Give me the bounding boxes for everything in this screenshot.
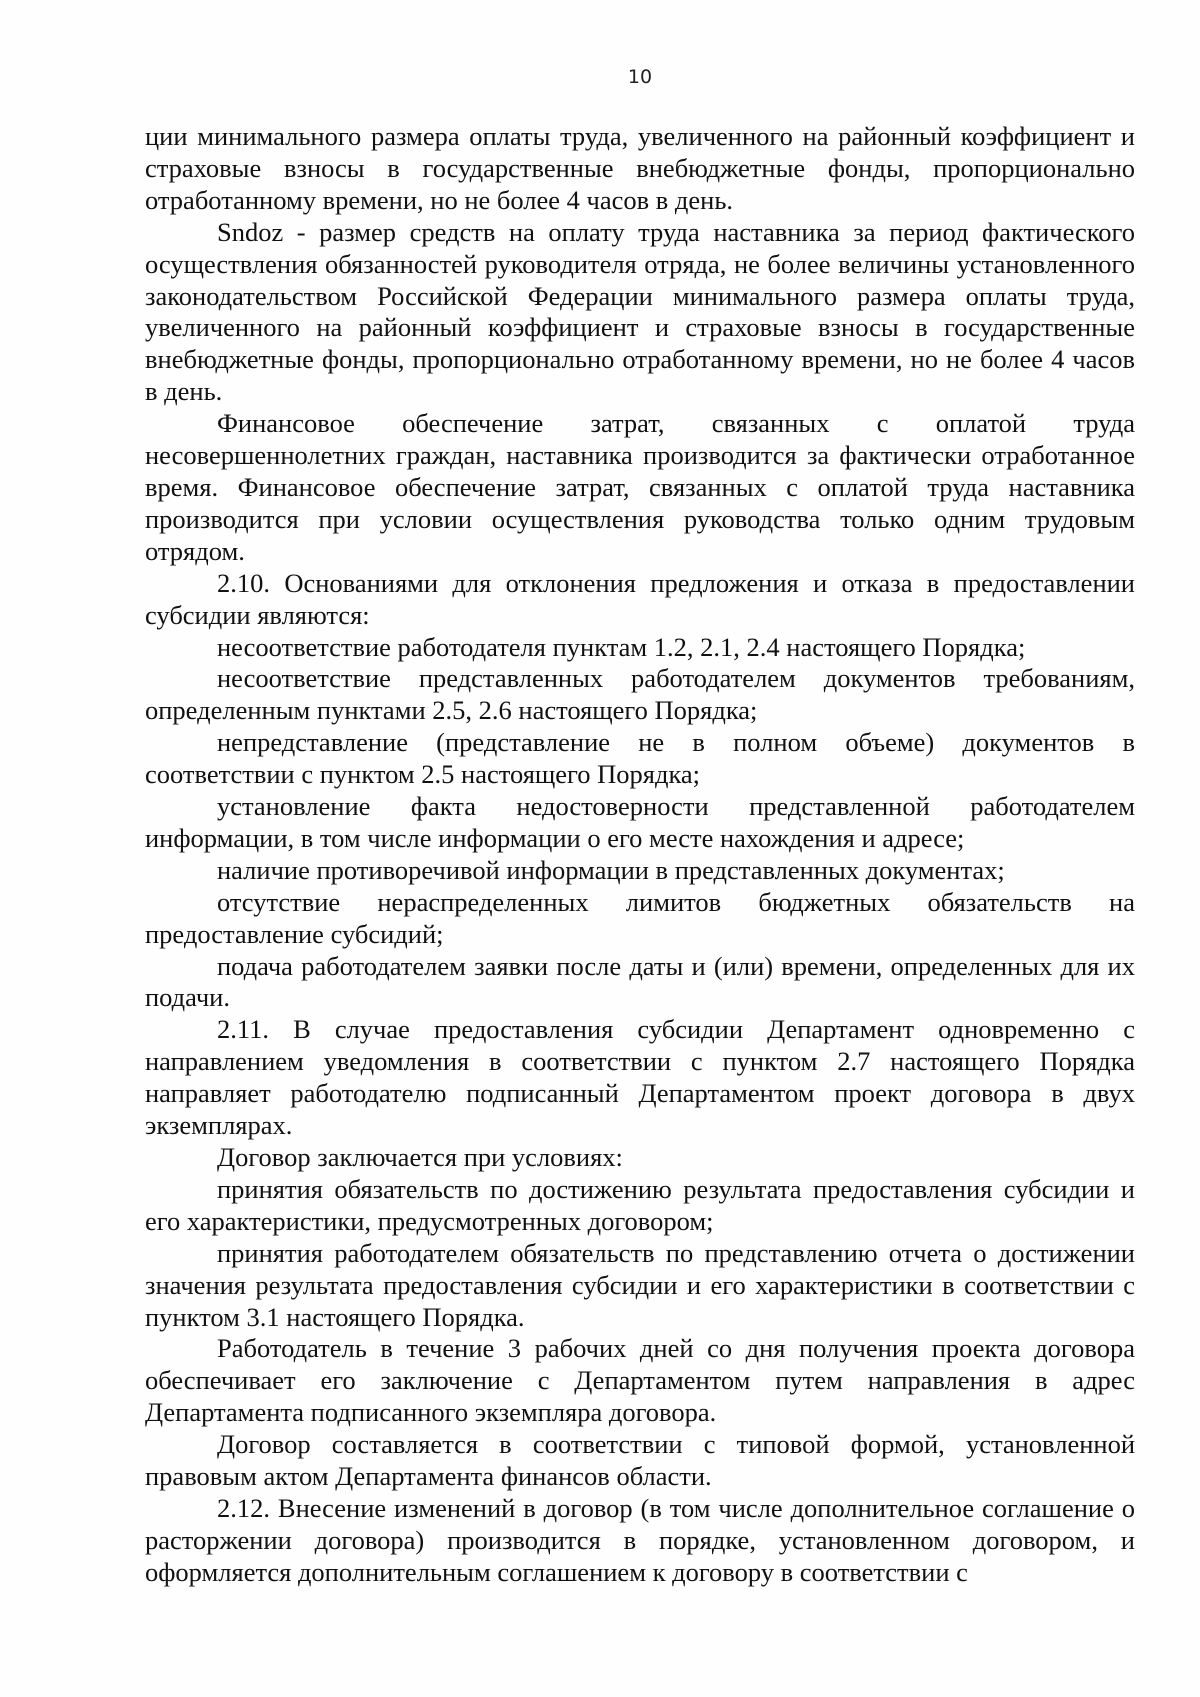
paragraph-sndoz: Sndoz - размер средств на оплату труда наставника за период фактического осуществления обязанностей руководителя отряда, не более величины установленного законодательством Российской Федерации минимального размера оплаты труда, увеличенного на районный коэффициент и страховые взносы в государственные внебюджетные фонды, пропорционально отработанному времени, но не более 4 часов в день. [145, 216, 1135, 407]
paragraph-2-11: 2.11. В случае предоставления субсидии Департамент одновременно с направлением уведомления в соответствии с пунктом 2.7 настоящего Порядка направляет работодателю подписанный Департаментом проект договора в двух экземплярах. [145, 1014, 1135, 1141]
list-item: непредставление (представление не в полном объеме) документов в соответствии с пунктом 2.5 настоящего Порядка; [145, 727, 1135, 790]
list-item: наличие противоречивой информации в представленных документах; [217, 854, 1005, 885]
list-item: несоответствие работодателя пунктам 1.2, 2.1, 2.4 настоящего Порядка; [217, 631, 1026, 662]
list-item: несоответствие представленных работодателем документов требованиям, определенным пунктами 2.5, 2.6 настоящего Порядка; [145, 663, 1135, 726]
paragraph-financing: Финансовое обеспечение затрат, связанных с оплатой труда несовершеннолетних граждан, наставника производится за фактически отработанное время. Финансовое обеспечение затрат, связанных с оплатой труда наставника производится при условии осуществления руководства только одним трудовым отрядом. [145, 408, 1135, 566]
list-item: установление факта недостоверности представленной работодателем информации, в том числе информации о его месте нахождения и адресе; [145, 791, 1135, 853]
paragraph-continuation: ции минимального размера оплаты труда, увеличенного на районный коэффициент и страховые взносы в государственные внебюджетные фонды, пропорционально отработанному времени, но не более 4 часов в день. [145, 121, 1135, 215]
paragraph-contract-form: Договор составляется в соответствии с типовой формой, установленной правовым актом Департамента финансов области. [145, 1429, 1135, 1492]
paragraph-employer-term: Работодатель в течение 3 рабочих дней со дня получения проекта договора обеспечивает его заключение с Департаментом путем направления в адрес Департамента подписанного экземпляра договора. [145, 1333, 1135, 1428]
list-item: принятия обязательств по достижению результата предоставления субсидии и его характеристики, предусмотренных договором; [145, 1173, 1135, 1236]
page-number: 10 [627, 66, 653, 88]
paragraph-contract-conditions: Договор заключается при условиях: [217, 1142, 623, 1172]
list-item: отсутствие нераспределенных лимитов бюджетных обязательств на предоставление субсидий; [145, 886, 1135, 949]
paragraph-2-12: 2.12. Внесение изменений в договор (в том числе дополнительное соглашение о расторжении договора) производится в порядке, установленном договором, и оформляется дополнительным соглашением к договору в соответствии с [145, 1492, 1135, 1587]
document-body [145, 121, 1135, 1589]
list-item: принятия работодателем обязательств по представлению отчета о достижении значения результата предоставления субсидии и его характеристики в соответствии с пунктом 3.1 настоящего Порядка. [145, 1237, 1135, 1332]
paragraph-2-10: 2.10. Основаниями для отклонения предложения и отказа в предоставлении субсидии являются: [145, 567, 1135, 630]
list-item: подача работодателем заявки после даты и (или) времени, определенных для их подачи. [145, 950, 1135, 1013]
